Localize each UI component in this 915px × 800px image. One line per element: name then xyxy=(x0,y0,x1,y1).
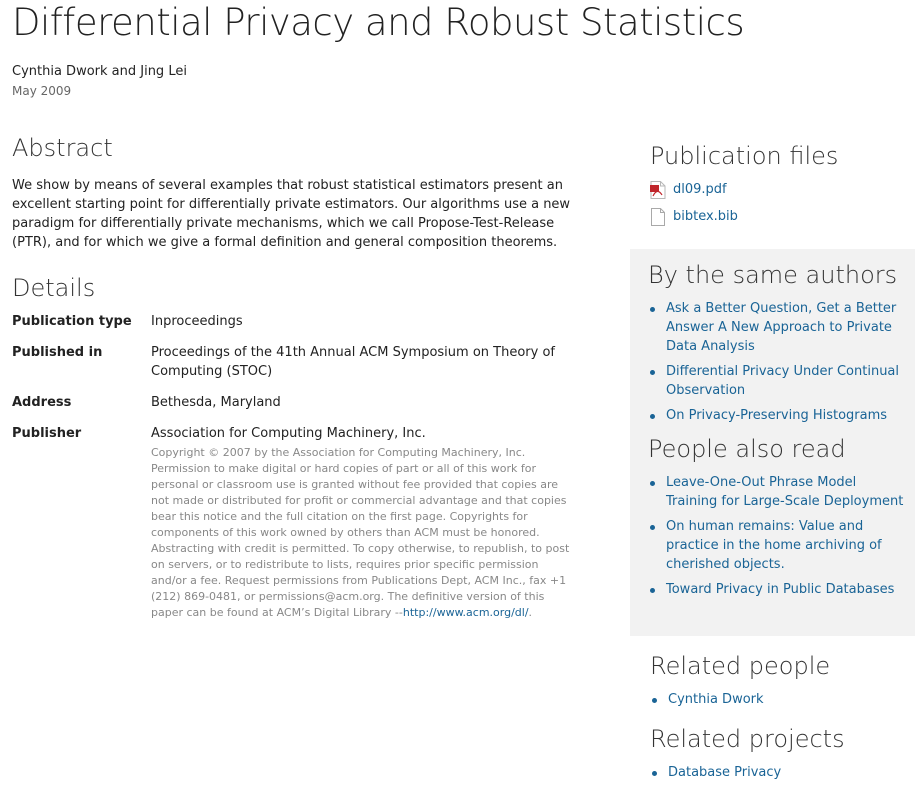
related-projects-heading: Related projects xyxy=(650,725,845,753)
details-label: Published in xyxy=(12,345,103,360)
list-item xyxy=(650,690,910,709)
same-authors-link[interactable]: On Privacy-Preserving Histograms xyxy=(666,408,888,423)
main-content xyxy=(12,132,582,621)
list-item xyxy=(650,763,910,782)
details-label: Publication type xyxy=(12,314,132,329)
list-item xyxy=(648,473,910,511)
file-link-bib[interactable]: bibtex.bib xyxy=(673,209,738,224)
details-row xyxy=(12,312,582,331)
list-item xyxy=(648,299,910,356)
related-projects-list xyxy=(650,763,910,782)
authors: Cynthia Dwork and Jing Lei xyxy=(12,64,187,79)
also-read-link[interactable]: On human remains: Value and practice in the home archiving of cherished objects. xyxy=(666,519,882,572)
related-section xyxy=(650,650,910,788)
details-value-publisher xyxy=(151,424,576,621)
list-item xyxy=(648,580,910,599)
details-row xyxy=(12,343,582,381)
details-label: Address xyxy=(12,395,72,410)
publisher-name: Association for Computing Machinery, Inc. xyxy=(151,426,426,441)
publication-files-heading: Publication files xyxy=(650,142,839,170)
abstract-text: We show by means of several examples that robust statistical estimators present an excellent starting point for differentially private estimators. Our algorithms use a new paradigm for differentially private mechanisms, which we call Propose-Test-Release (PTR), and for which we give a formal definition and general composition theorems. xyxy=(12,178,571,250)
related-person-link[interactable]: Cynthia Dwork xyxy=(668,692,764,707)
pdf-icon xyxy=(650,181,666,199)
also-read-link[interactable]: Toward Privacy in Public Databases xyxy=(666,582,895,597)
abstract-heading: Abstract xyxy=(12,134,113,162)
details-label: Publisher xyxy=(12,426,82,441)
details-row xyxy=(12,424,582,621)
page-title: Differential Privacy and Robust Statistics xyxy=(12,1,745,44)
list-item xyxy=(648,517,910,574)
document-icon xyxy=(650,208,666,226)
list-item xyxy=(648,406,910,425)
people-also-read-list xyxy=(648,473,910,599)
also-read-link[interactable]: Leave-One-Out Phrase Model Training for Large-Scale Deployment xyxy=(666,475,904,509)
details-table xyxy=(12,312,582,621)
publication-files-section xyxy=(650,140,910,226)
details-heading: Details xyxy=(12,274,96,302)
file-link-pdf[interactable]: dl09.pdf xyxy=(673,182,727,197)
copyright-end: . xyxy=(528,606,533,619)
file-item-bib xyxy=(650,207,910,226)
same-authors-link[interactable]: Differential Privacy Under Continual Observation xyxy=(666,364,900,398)
publication-date: May 2009 xyxy=(12,84,72,98)
file-item-pdf xyxy=(650,180,910,199)
details-row xyxy=(12,393,582,412)
copyright-notice xyxy=(151,445,576,621)
related-project-link[interactable]: Database Privacy xyxy=(668,765,782,780)
details-value: Proceedings of the 41th Annual ACM Symposium on Theory of Computing (STOC) xyxy=(151,345,555,379)
related-people-heading: Related people xyxy=(650,652,831,680)
acm-dl-link[interactable]: http://www.acm.org/dl/ xyxy=(402,606,529,619)
related-people-list xyxy=(650,690,910,709)
copyright-text: Copyright © 2007 by the Association for Computing Machinery, Inc. Permission to make digital or hard copies of part or all of this work for personal or classroom use is granted without fee provided that copies are not made or distributed for profit or commercial advantage and that copies bear this notice and the full citation on the first page. Copyrights for components of this work owned by others than ACM must be honored. Abstracting with credit is permitted. To copy otherwise, to republish, to post on servers, or to redistribute to lists, requires prior specific permission and/or a fee. Request permissions from Publications Dept, ACM Inc., fax +1 (212) 869-0481, or permissions@acm.org. The definitive version of this paper can be found at ACM’s Digital Library -- xyxy=(151,446,570,619)
sidebar-related-box xyxy=(630,249,915,636)
details-value: Inproceedings xyxy=(151,314,243,329)
same-authors-list xyxy=(648,299,910,425)
same-authors-heading: By the same authors xyxy=(648,261,898,289)
same-authors-link[interactable]: Ask a Better Question, Get a Better Answer A New Approach to Private Data Analysis xyxy=(666,301,897,354)
people-also-read-heading: People also read xyxy=(648,435,846,463)
details-value: Bethesda, Maryland xyxy=(151,395,281,410)
list-item xyxy=(648,362,910,400)
